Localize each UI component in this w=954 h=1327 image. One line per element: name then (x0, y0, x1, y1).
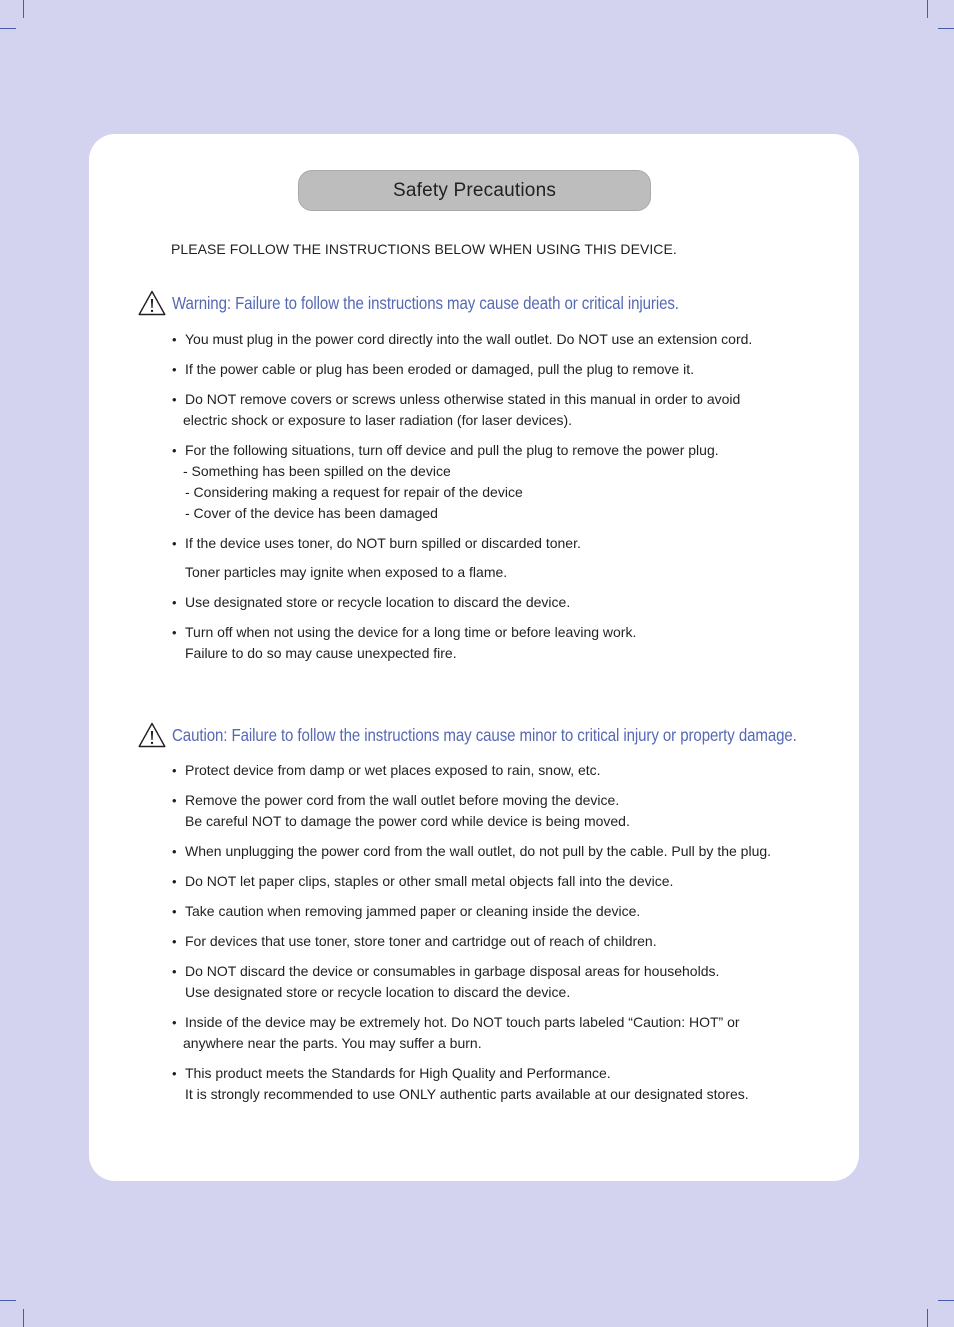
list-item-line: It is strongly recommended to use ONLY authentic parts available at our designated stores. (185, 1086, 749, 1102)
list-item-line: For devices that use toner, store toner and cartridge out of reach of children. (185, 933, 657, 949)
intro-text: PLEASE FOLLOW THE INSTRUCTIONS BELOW WHEN USING THIS DEVICE. (171, 241, 677, 257)
list-item-line: If the power cable or plug has been eroded or damaged, pull the plug to remove it. (185, 361, 694, 377)
list-item-line: Do NOT remove covers or screws unless otherwise stated in this manual in order to avoid (185, 391, 741, 407)
bullet-icon: • (172, 625, 177, 640)
list-item (170, 901, 830, 922)
list-item-line: Failure to do so may cause unexpected fire. (185, 645, 457, 661)
bullet-icon: • (172, 362, 177, 377)
warning-triangle-icon (138, 722, 166, 748)
bullet-icon: • (172, 964, 177, 979)
caution-heading (138, 722, 899, 748)
crop-mark (927, 0, 928, 18)
list-item-line: Turn off when not using the device for a long time or before leaving work. (185, 624, 637, 640)
list-item-line: electric shock or exposure to laser radiation (for laser devices). (183, 412, 573, 428)
content-card (89, 134, 859, 1181)
list-item (170, 1012, 830, 1054)
warning-heading-text: Warning: Failure to follow the instructions may cause death or critical injuries. (172, 292, 679, 313)
list-item-line: - Cover of the device has been damaged (185, 505, 438, 521)
list-item (170, 961, 830, 1003)
bullet-icon: • (172, 536, 177, 551)
bullet-icon: • (172, 904, 177, 919)
caution-list (170, 760, 830, 1114)
list-item-line: When unplugging the power cord from the wall outlet, do not pull by the cable. Pull by the plug. (185, 843, 772, 859)
list-item-line: Inside of the device may be extremely hot. Do NOT touch parts labeled “Caution: HOT” or (185, 1014, 740, 1030)
list-item (170, 440, 830, 524)
list-item-line: Protect device from damp or wet places exposed to rain, snow, etc. (185, 762, 601, 778)
list-item (170, 389, 830, 431)
caution-heading-text: Caution: Failure to follow the instructions may cause minor to critical injury or property damage. (172, 724, 797, 745)
list-item-line: - Considering making a request for repair of the device (185, 484, 523, 500)
list-item-line: - Something has been spilled on the device (183, 463, 451, 479)
bullet-icon: • (172, 844, 177, 859)
list-item (170, 760, 830, 781)
page-title: Safety Precautions (298, 170, 651, 211)
crop-mark (938, 1300, 954, 1301)
warning-list (170, 329, 830, 673)
bullet-icon: • (172, 392, 177, 407)
list-item-line: Use designated store or recycle location to discard the device. (185, 594, 571, 610)
list-item-line: Do NOT discard the device or consumables in garbage disposal areas for households. (185, 963, 720, 979)
list-item-line: Do NOT let paper clips, staples or other small metal objects fall into the device. (185, 873, 674, 889)
warning-triangle-icon (138, 290, 166, 316)
list-item-line: For the following situations, turn off device and pull the plug to remove the power plug. (185, 442, 719, 458)
list-item-line: You must plug in the power cord directly into the wall outlet. Do NOT use an extension cord. (185, 331, 753, 347)
crop-mark (927, 1309, 928, 1327)
bullet-icon: • (172, 1066, 177, 1081)
bullet-icon: • (172, 934, 177, 949)
crop-mark (0, 1300, 16, 1301)
list-item-line: Remove the power cord from the wall outlet before moving the device. (185, 792, 620, 808)
bullet-icon: • (172, 793, 177, 808)
list-item (170, 359, 830, 380)
crop-mark (23, 1309, 24, 1327)
crop-mark (0, 28, 16, 29)
crop-mark (938, 28, 954, 29)
crop-mark (23, 0, 24, 18)
list-item (170, 841, 830, 862)
list-item (170, 533, 830, 583)
list-item (170, 329, 830, 350)
list-item (170, 622, 830, 664)
bullet-icon: • (172, 763, 177, 778)
list-item-line: Be careful NOT to damage the power cord while device is being moved. (185, 813, 630, 829)
list-item-line: This product meets the Standards for High Quality and Performance. (185, 1065, 611, 1081)
bullet-icon: • (172, 595, 177, 610)
list-item-line: Take caution when removing jammed paper or cleaning inside the device. (185, 903, 641, 919)
bullet-icon: • (172, 443, 177, 458)
list-item (170, 592, 830, 613)
list-item (170, 790, 830, 832)
list-item-line: If the device uses toner, do NOT burn spilled or discarded toner. (185, 535, 581, 551)
list-item-line: anywhere near the parts. You may suffer a burn. (183, 1035, 482, 1051)
bullet-icon: • (172, 1015, 177, 1030)
bullet-icon: • (172, 332, 177, 347)
warning-heading (138, 290, 761, 316)
list-item (170, 871, 830, 892)
list-item-line: Use designated store or recycle location to discard the device. (185, 984, 571, 1000)
list-item (170, 1063, 830, 1105)
bullet-icon: • (172, 874, 177, 889)
list-item (170, 931, 830, 952)
list-item-line: Toner particles may ignite when exposed to a flame. (185, 564, 508, 580)
